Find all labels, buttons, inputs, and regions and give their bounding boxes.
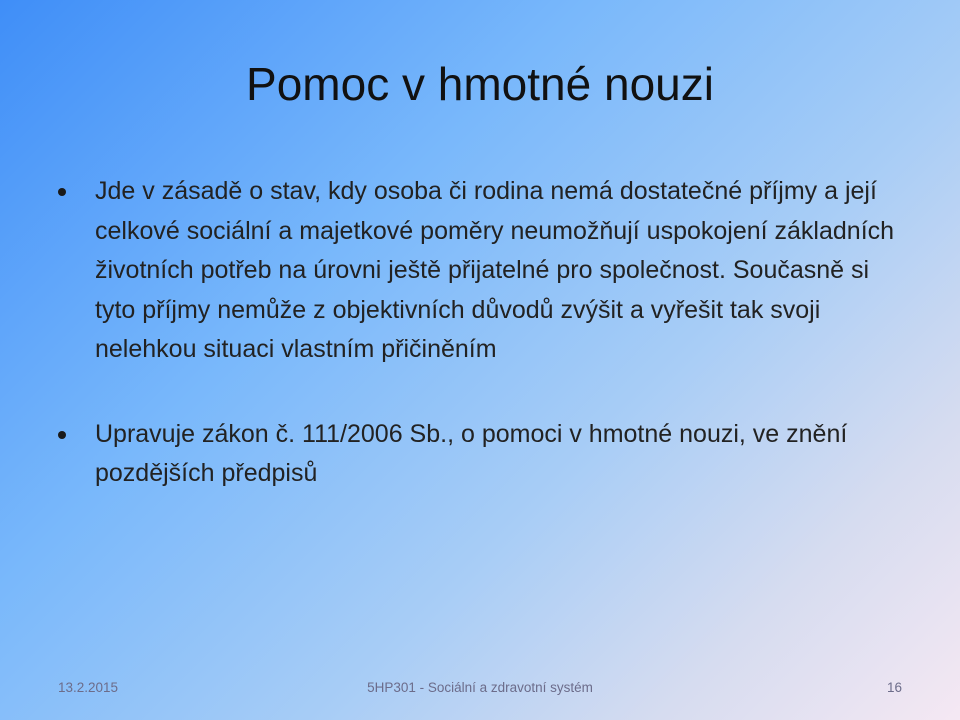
bullet-text: Upravuje zákon č. 111/2006 Sb., o pomoci v hmotné nouzi, ve znění pozdějších předpisů <box>95 419 848 487</box>
bullet-item <box>58 172 908 370</box>
bullet-list <box>58 172 908 494</box>
bullet-dot-icon <box>58 431 66 439</box>
slide-footer <box>0 677 960 699</box>
footer-page-number: 16 <box>886 680 902 695</box>
bullet-item <box>58 415 908 494</box>
slide-title: Pomoc v hmotné nouzi <box>246 58 714 110</box>
footer-date: 13.2.2015 <box>58 680 119 695</box>
footer-course-title: 5HP301 - Sociální a zdravotní systém <box>367 680 593 695</box>
bullet-text: Jde v zásadě o stav, kdy osoba či rodina nemá dostatečné příjmy a její celkové sociální a majetkové poměry neumožňují uspokojení základních životních potřeb na úrovni ještě přijatelné pro společnost. Současně si tyto příjmy nemůže z objektivních důvodů zvýšit a vyřešit tak svoji nelehkou situaci vlastním přičiněním <box>95 177 895 363</box>
bullet-dot-icon <box>58 188 66 196</box>
